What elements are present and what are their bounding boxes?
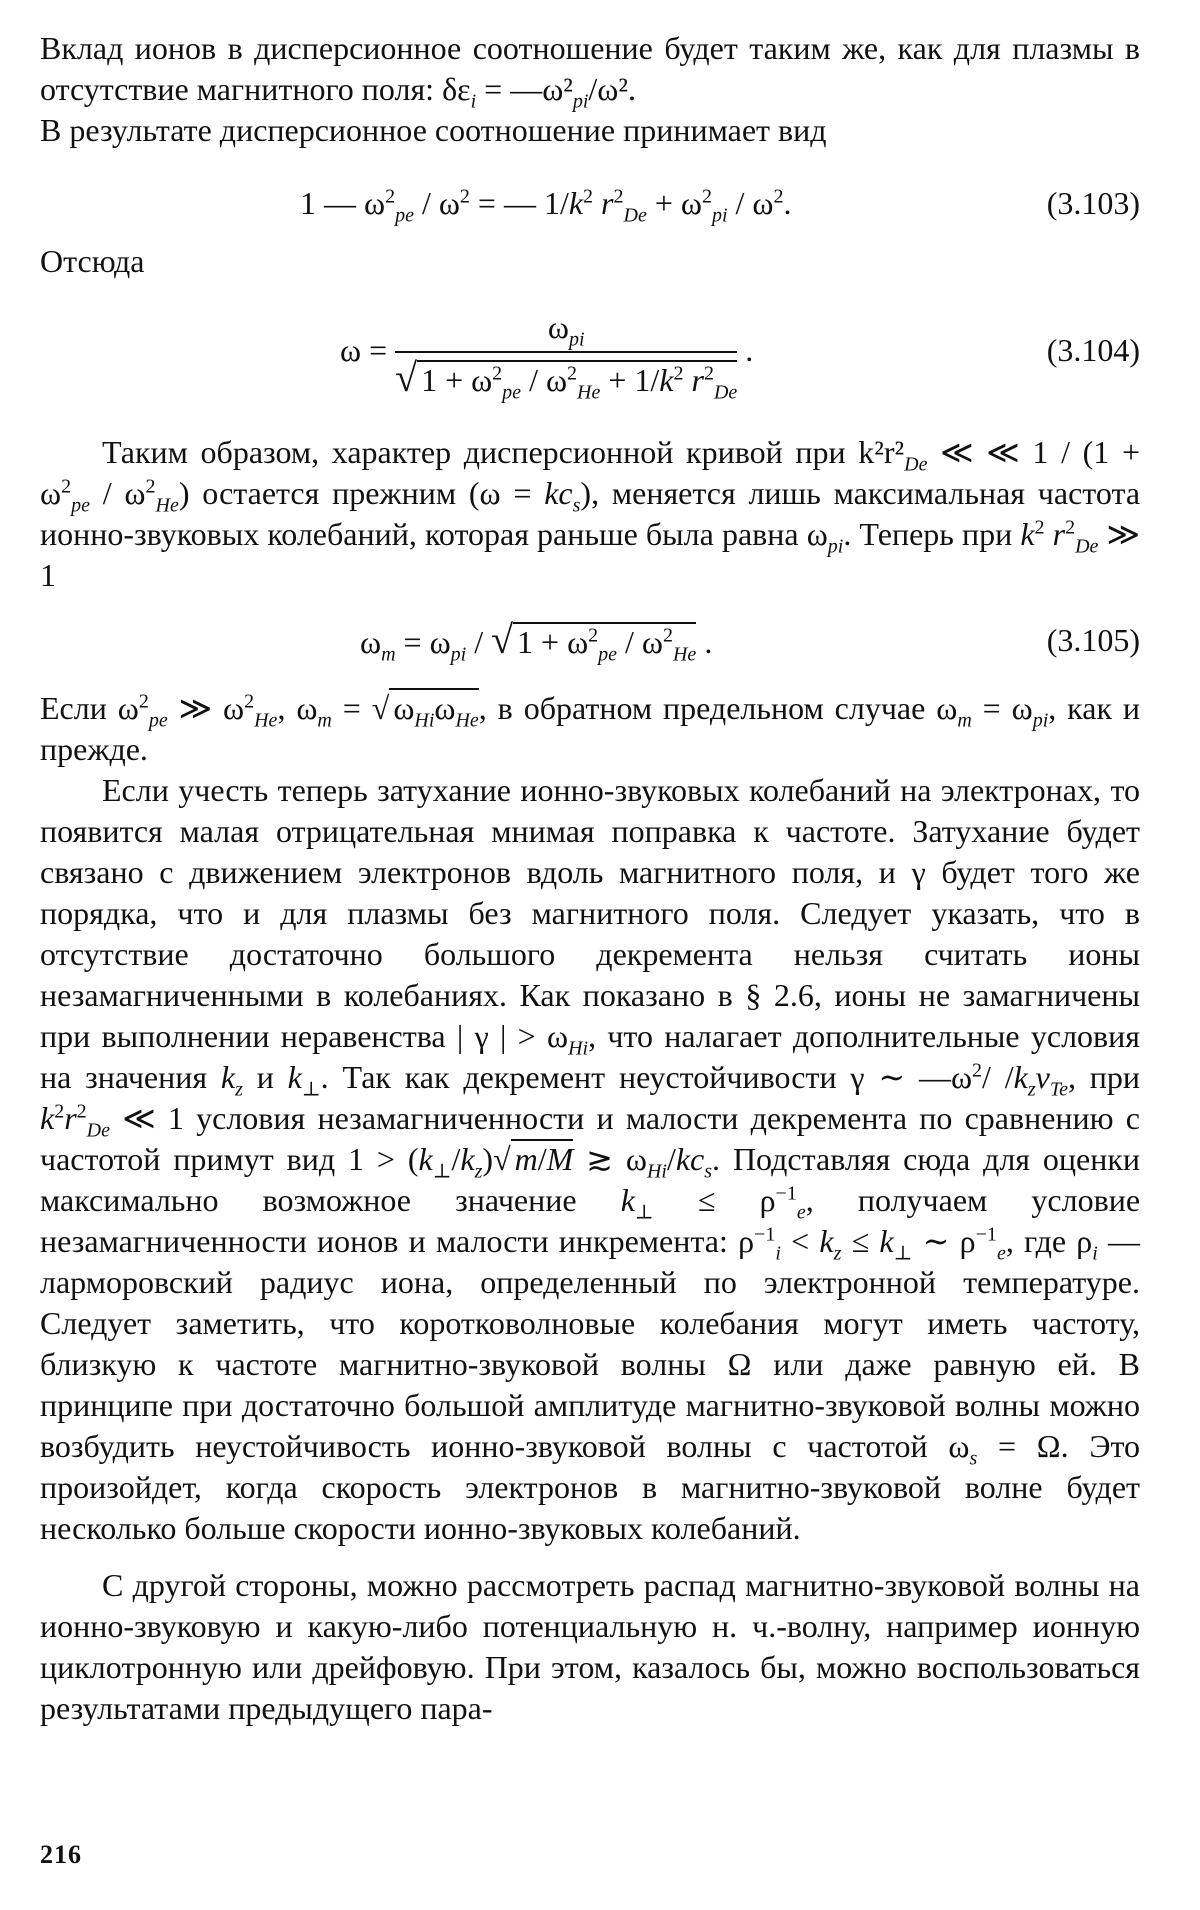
equation-3-104: ω = $\frac{\omega_{pi}}{√ 1 + \omega^2_{pe} / \omega^2_{He} + 1/k^2 r^2_{De}}$ . (3.104) (40, 290, 1140, 410)
equation-3-105: $\omega_m = \omega_{pi}$ / √ $1 + \omega^2_{pe} / \omega^2_{He}$ . (3.105) (40, 602, 1140, 678)
equation-number: (3.103) (1046, 185, 1140, 221)
paragraph-3: Таким образом, характер дисперсионной кривой при $k^2r^2_{De}$ ≪ ≪ $1 / (1 + \omega^2_{pe} / \omega^2_{He})$ остается прежним $(\omega = kc_s)$, меняется лишь максимальная частота ионно-звуковых колебаний, которая раньше была равна $\omega_{pi}$. Теперь при $k^2$ $r^2_{De}$ ≫ 1 (40, 434, 1141, 593)
paragraph-2: В результате дисперсионное соотношение принимает вид (40, 112, 827, 148)
equation-number: (3.105) (1046, 622, 1140, 658)
paragraph-5: С другой стороны, можно рассмотреть распад магнитно-звуковой волны на ионно-звуковую и какую-либо потенциальную н. ч.-волну, например ионную циклотронную или дрейфовую. При этом, казалось бы, можно воспользоваться результатами предыдущего пара- (40, 1567, 1140, 1726)
page-number: 216 (40, 1840, 82, 1869)
otsyuda-label: Отсюда (40, 243, 145, 279)
paragraph-limit-cases: Если $\omega^2_{pe}$ ≫ $\omega^2_{He}$, $\omega_m$ = √ $\omega_{Hi}\omega_{He}$, в обратном предельном случае $\omega_m = \omega_{pi}$, как и прежде. (40, 690, 1141, 767)
equation-number: (3.104) (1046, 332, 1140, 368)
paragraph-1: Вклад ионов в дисперсионное соотношение будет таким же, как для плазмы в отсутствие магнитного поля: $\delta\varepsilon_i$ = $—\omega^2_{pi}/\omega^2$. (40, 30, 1140, 113)
text-column (40, 28, 1140, 1729)
paragraph-4: Если учесть теперь затухание ионно-звуковых колебаний на электронах, то появится малая отрицательная мнимая поправка к частоте. Затухание будет связано с движением электронов вдоль магнитного поля, и γ будет того же порядка, что и для плазмы без магнитного поля. Следует указать, что в отсутствие достаточно большого декремента нельзя считать ионы незамагниченными в колебаниях. Как показано в § 2.6, ионы не замагничены при выполнении неравенства | γ | > $\omega_{Hi}$, что налагает дополнительные условия на значения $k_z$ и $k_\perp$. Так как декремент неустойчивости γ ∼ $—\omega^2/$ $/k_zv_{Te}$, при $k^2r^2_{De}$ ≪ 1 условия незамагниченности и малости декремента по сравнению с частотой примут вид $1 > (k_\perp/k_z)√$ m/M ≳ $\omega_{Hi}/kc_s$. Подставляя сюда для оценки максимально возможное значение $k_\perp \le \rho^{-1}_e$, получаем условие незамагниченности ионов и малости инкремента: $\rho^{-1}_i < k_z \le k_\perp$ ∼ $\rho^{-1}_e$, где $\rho_i$ — ларморовский радиус иона, определенный по электронной температуре. Следует заметить, что коротковолновые колебания могут иметь частоту, близкую к частоте магнитно-звуковой волны Ω или даже равную ей. В принципе при достаточно большой амплитуде магнитно-звуковой волны можно возбудить неустойчивость ионно-звуковой волны с частотой $\omega_s = \Omega$. Это произойдет, когда скорость электронов в магнитно-звуковой волне будет несколько больше скорости ионно-звуковых колебаний. (40, 772, 1141, 1546)
equation-3-103: 1 — $\omega^2_{pe} / \omega^2$ = — $1/k^2$ $r^2_{De} + \omega^2_{pi} / \omega^2$. (3.103) (40, 165, 1140, 241)
